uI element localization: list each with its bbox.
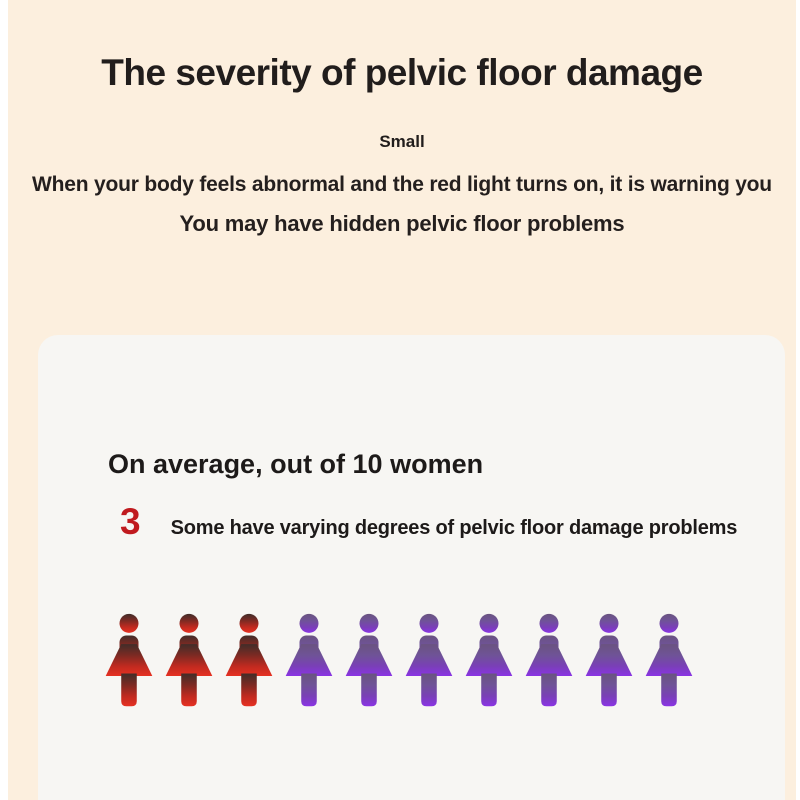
- peach-background-panel: [8, 0, 796, 800]
- woman-icon-red: [103, 613, 155, 708]
- warning-line-1: When your body feels abnormal and the red light turns on, it is warning you: [32, 173, 772, 196]
- woman-icon-purple: [283, 613, 335, 708]
- women-icons-row: [103, 613, 695, 708]
- page-title: The severity of pelvic floor damage: [101, 52, 703, 93]
- woman-icon-red: [223, 613, 275, 708]
- stat-description: Some have varying degrees of pelvic floor damage problems: [170, 517, 738, 539]
- woman-icon-purple: [643, 613, 695, 708]
- stat-row: [120, 503, 737, 540]
- warning-line-2: You may have hidden pelvic floor problems: [179, 211, 625, 236]
- woman-icon-purple: [343, 613, 395, 708]
- woman-icon-red: [163, 613, 215, 708]
- woman-icon-purple: [463, 613, 515, 708]
- stats-card: [38, 335, 785, 800]
- woman-icon-purple: [403, 613, 455, 708]
- stats-card-heading: On average, out of 10 women: [108, 449, 484, 479]
- stat-number: 3: [120, 501, 141, 542]
- woman-icon-purple: [583, 613, 635, 708]
- woman-icon-purple: [523, 613, 575, 708]
- subtitle-small: Small: [379, 132, 425, 151]
